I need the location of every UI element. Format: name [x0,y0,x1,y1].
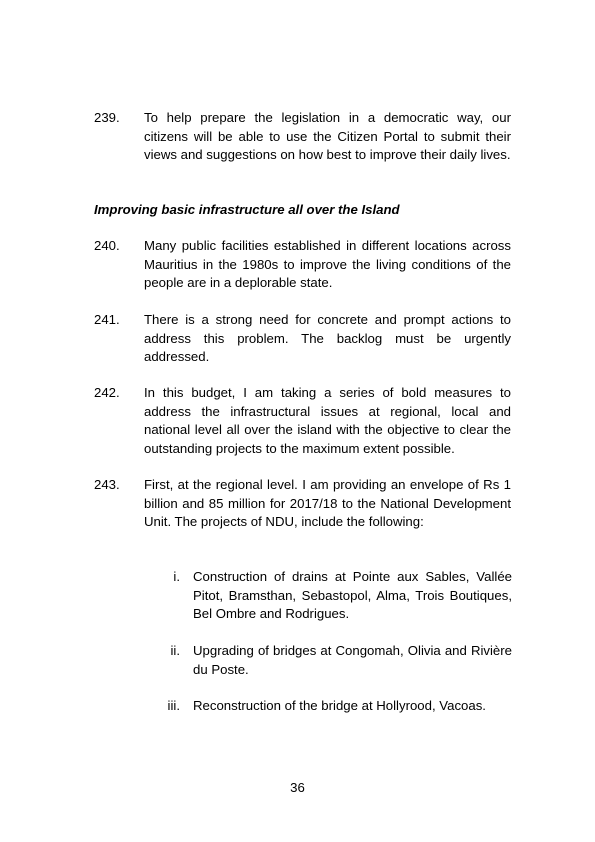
paragraph-240 [94,237,511,293]
list-item [150,642,512,679]
paragraph-243 [94,476,511,532]
list-item-number: ii. [170,643,180,658]
page-number: 36 [290,780,305,795]
paragraph-number: 241. [94,312,120,327]
paragraph-text: First, at the regional level. I am providing an envelope of Rs 1 billion and 85 million for 2017/18 to the National Development Unit. The projects of NDU, include the following: [144,477,511,530]
paragraph-text: Many public facilities established in different locations across Mauritius in the 1980s to improve the living conditions of the people are in a deplorable state. [144,238,511,291]
paragraph-text: To help prepare the legislation in a democratic way, our citizens will be able to use the Citizen Portal to submit their views and suggestions on how best to improve their daily lives. [144,110,511,163]
section-heading: Improving basic infrastructure all over the Island [94,202,400,217]
list-item-number: i. [173,569,180,584]
paragraph-number: 243. [94,477,120,492]
list-item-text: Upgrading of bridges at Congomah, Olivia and Rivière du Poste. [193,643,512,677]
list-item-text: Construction of drains at Pointe aux Sables, Vallée Pitot, Bramsthan, Sebastopol, Alma, Trois Boutiques, Bel Ombre and Rodrigues. [193,569,512,622]
paragraph-number: 242. [94,385,120,400]
paragraph-number: 239. [94,110,120,125]
list-item [150,697,512,716]
list-item [150,568,512,624]
paragraph-241 [94,311,511,367]
paragraph-242 [94,384,511,458]
list-item-number: iii. [167,698,180,713]
list-item-text: Reconstruction of the bridge at Hollyrood, Vacoas. [193,698,486,713]
paragraph-text: In this budget, I am taking a series of bold measures to address the infrastructural issues at regional, local and national level all over the island with the objective to clear the outstanding projects to the maximum extent possible. [144,385,511,456]
paragraph-239 [94,109,511,165]
paragraph-number: 240. [94,238,120,253]
paragraph-text: There is a strong need for concrete and prompt actions to address this problem. The backlog must be urgently addressed. [144,312,511,365]
